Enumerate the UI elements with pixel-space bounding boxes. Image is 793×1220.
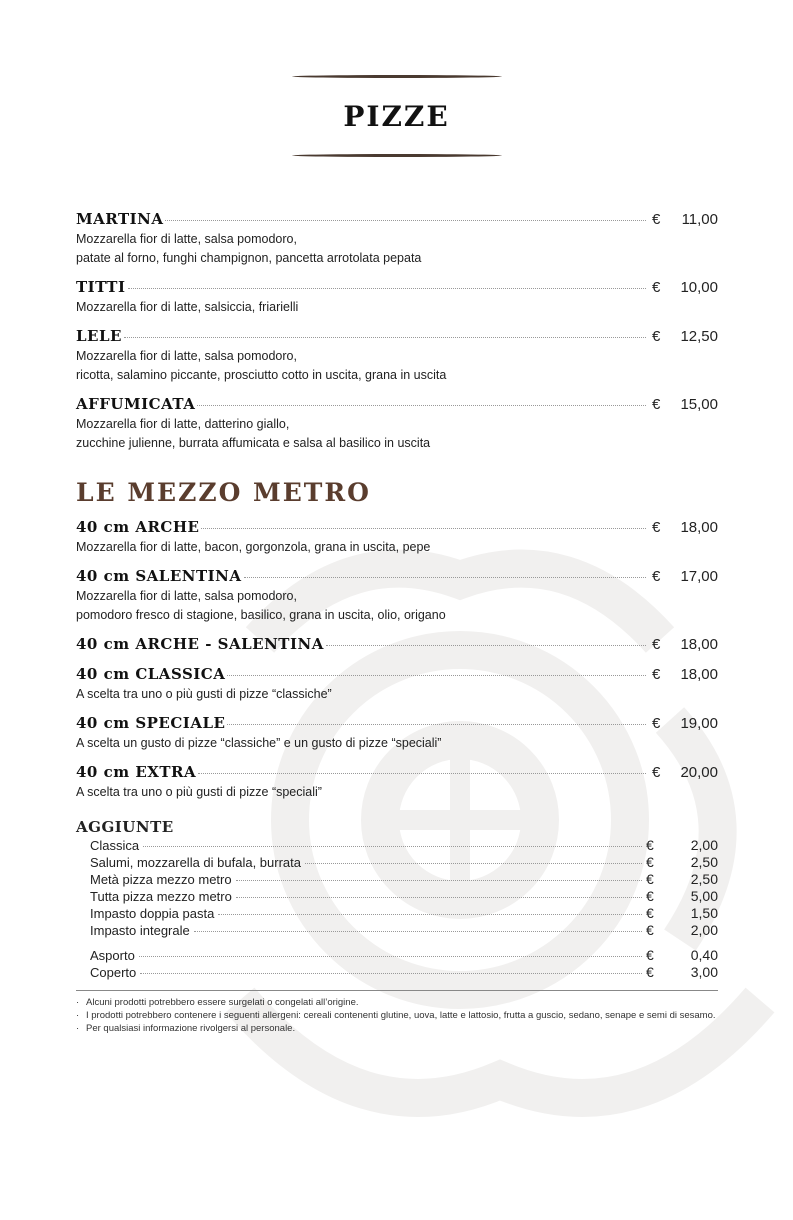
- addon-row: [90, 854, 718, 871]
- item-description: Mozzarella fior di latte, salsa pomodoro,: [76, 589, 297, 603]
- currency: €: [646, 947, 654, 963]
- currency: €: [652, 328, 661, 345]
- currency: €: [646, 964, 654, 980]
- addon-row: [90, 888, 718, 905]
- dot-leader: [198, 773, 646, 774]
- dot-leader: [143, 846, 642, 847]
- item-price: 19,00: [680, 715, 718, 732]
- page-title: PIZZE: [343, 100, 450, 133]
- dot-leader: [326, 645, 646, 646]
- menu-item: [76, 210, 718, 267]
- notes-list: [76, 996, 720, 1035]
- currency: €: [646, 854, 654, 870]
- currency: €: [646, 837, 654, 853]
- addon-price: 5,00: [690, 888, 718, 904]
- item-price: 10,00: [680, 279, 718, 296]
- menu-item-row: [76, 763, 718, 783]
- item-name: LELE: [76, 327, 122, 345]
- dot-leader: [194, 931, 642, 932]
- addon-price: 2,50: [690, 854, 718, 870]
- dot-leader: [218, 914, 642, 915]
- item-description: A scelta un gusto di pizze “classiche” e un gusto di pizze “speciali”: [76, 736, 442, 750]
- item-name: 40 cm ARCHE: [76, 518, 200, 536]
- item-name: TITTI: [76, 278, 126, 296]
- item-description: pomodoro fresco di stagione, basilico, grana in uscita, olio, origano: [76, 607, 446, 622]
- addon-price: 2,00: [690, 922, 718, 938]
- dot-leader: [139, 956, 642, 957]
- menu-item: [76, 763, 718, 802]
- dot-leader: [236, 880, 642, 881]
- menu-item-row: [76, 210, 718, 230]
- item-name: AFFUMICATA: [76, 395, 196, 413]
- item-description: zucchine julienne, burrata affumicata e salsa al basilico in uscita: [76, 435, 431, 450]
- item-name: 40 cm SALENTINA: [76, 567, 242, 585]
- addon-name: Tutta pizza mezzo metro: [90, 889, 232, 904]
- menu-item-row: [76, 635, 718, 655]
- menu-item: [76, 714, 718, 753]
- menu-item-row: [76, 278, 718, 298]
- menu-item-row: [76, 567, 718, 587]
- item-name: 40 cm ARCHE - SALENTINA: [76, 635, 324, 653]
- addon-name: Impasto doppia pasta: [90, 906, 215, 921]
- menu-item: [76, 665, 718, 704]
- currency: €: [652, 568, 661, 585]
- dot-leader: [197, 405, 646, 406]
- item-price: 18,00: [680, 636, 718, 653]
- divider: [76, 990, 718, 991]
- currency: €: [652, 636, 661, 653]
- note: · Per qualsiasi informazione rivolgersi al personale.: [76, 1022, 720, 1035]
- menu-item: [76, 635, 718, 655]
- menu-item: [76, 567, 718, 624]
- dot-leader: [227, 675, 646, 676]
- item-description: Mozzarella fior di latte, salsa pomodoro,: [76, 349, 297, 363]
- item-price: 15,00: [680, 396, 718, 413]
- item-description: Mozzarella fior di latte, salsiccia, friarielli: [76, 300, 299, 314]
- addon-name: Metà pizza mezzo metro: [90, 872, 232, 887]
- menu-item-row: [76, 327, 718, 347]
- dot-leader: [140, 973, 642, 974]
- addon-name: Salumi, mozzarella di bufala, burrata: [90, 855, 301, 870]
- item-description: ricotta, salamino piccante, prosciutto cotto in uscita, grana in uscita: [76, 367, 447, 382]
- item-price: 12,50: [680, 328, 718, 345]
- addon-row: [90, 837, 718, 854]
- addon-name: Classica: [90, 838, 140, 853]
- section-title-mezzo-metro: LE MEZZO METRO: [76, 478, 371, 507]
- addon-row: [90, 947, 718, 964]
- item-price: 18,00: [680, 666, 718, 683]
- menu-item-row: [76, 714, 718, 734]
- currency: €: [652, 519, 661, 536]
- item-name: 40 cm SPECIALE: [76, 714, 226, 732]
- menu-item: [76, 395, 718, 452]
- addon-name: Impasto integrale: [90, 923, 190, 938]
- addon-row: [90, 871, 718, 888]
- addon-row: [90, 905, 718, 922]
- addon-row: [90, 922, 718, 939]
- currency: €: [646, 905, 654, 921]
- item-name: 40 cm EXTRA: [76, 763, 197, 781]
- item-description: patate al forno, funghi champignon, pancetta arrotolata pepata: [76, 250, 422, 265]
- title-rule-bottom: [292, 154, 502, 157]
- item-name: MARTINA: [76, 210, 164, 228]
- currency: €: [652, 715, 661, 732]
- item-price: 20,00: [680, 764, 718, 781]
- currency: €: [652, 396, 661, 413]
- dot-leader: [124, 337, 646, 338]
- addon-name: Coperto: [90, 965, 137, 980]
- section-title-aggiunte: AGGIUNTE: [76, 818, 174, 836]
- menu-item: [76, 518, 718, 557]
- currency: €: [646, 922, 654, 938]
- item-description: Mozzarella fior di latte, datterino giallo,: [76, 417, 290, 431]
- item-description: Mozzarella fior di latte, salsa pomodoro,: [76, 232, 297, 246]
- addon-row: [90, 964, 718, 981]
- currency: €: [652, 279, 661, 296]
- item-price: 18,00: [680, 519, 718, 536]
- dot-leader: [236, 897, 642, 898]
- addon-name: Asporto: [90, 948, 135, 963]
- currency: €: [652, 666, 661, 683]
- currency: €: [652, 211, 661, 228]
- title-rule-top: [292, 75, 502, 78]
- dot-leader: [305, 863, 642, 864]
- item-name: 40 cm CLASSICA: [76, 665, 226, 683]
- dot-leader: [201, 528, 646, 529]
- currency: €: [646, 871, 654, 887]
- note: · Alcuni prodotti potrebbero essere surgelati o congelati all’origine.: [76, 996, 720, 1009]
- item-description: A scelta tra uno o più gusti di pizze “classiche”: [76, 687, 332, 701]
- dot-leader: [165, 220, 646, 221]
- menu-item-row: [76, 395, 718, 415]
- addon-price: 2,00: [690, 837, 718, 853]
- menu-item-row: [76, 518, 718, 538]
- item-price: 17,00: [680, 568, 718, 585]
- note: · I prodotti potrebbero contenere i seguenti allergeni: cereali contenenti glutine, uova, latte e lattosio, frutta a guscio, sedano, senape e semi di sesamo.: [76, 1009, 720, 1022]
- item-price: 11,00: [681, 211, 718, 228]
- menu-item-row: [76, 665, 718, 685]
- addon-price: 0,40: [690, 947, 718, 963]
- dot-leader: [244, 577, 646, 578]
- item-description: A scelta tra uno o più gusti di pizze “speciali”: [76, 785, 322, 799]
- addon-price: 1,50: [690, 905, 718, 921]
- addon-price: 3,00: [690, 964, 718, 980]
- currency: €: [652, 764, 661, 781]
- currency: €: [646, 888, 654, 904]
- item-description: Mozzarella fior di latte, bacon, gorgonzola, grana in uscita, pepe: [76, 540, 431, 554]
- dot-leader: [128, 288, 647, 289]
- menu-item: [76, 327, 718, 384]
- dot-leader: [227, 724, 646, 725]
- addon-price: 2,50: [690, 871, 718, 887]
- menu-item: [76, 278, 718, 317]
